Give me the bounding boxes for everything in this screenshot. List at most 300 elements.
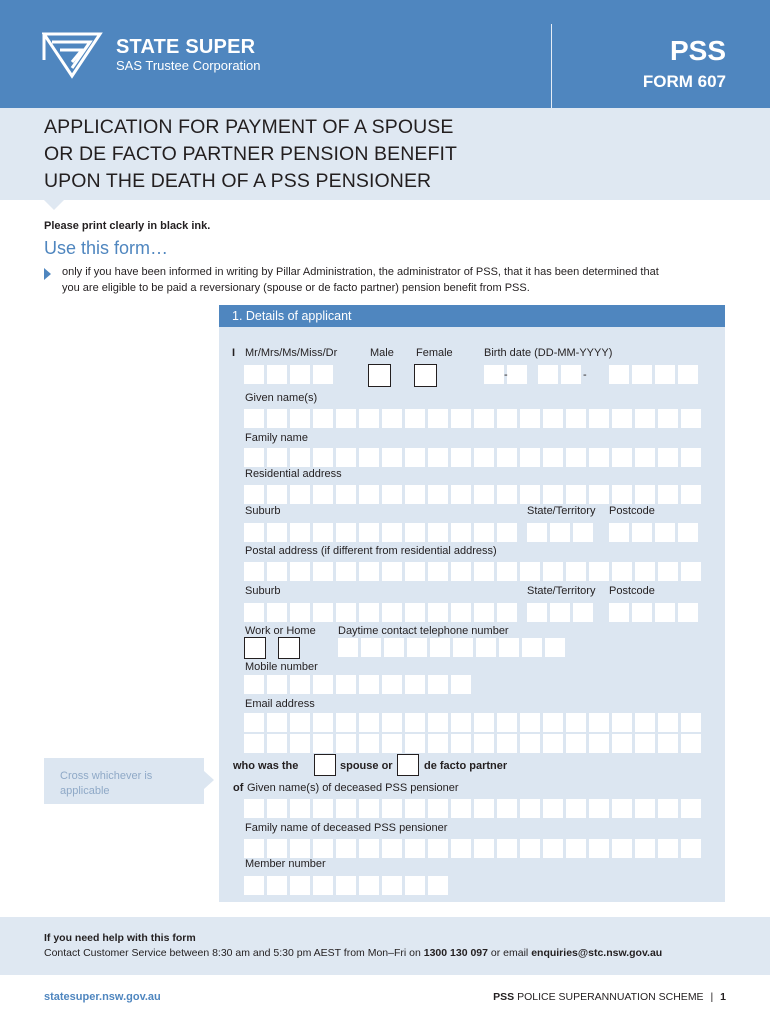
input-cell[interactable] (561, 365, 581, 384)
input-cell[interactable] (244, 876, 264, 895)
input-cell[interactable] (405, 713, 425, 732)
input-cell[interactable] (520, 713, 540, 732)
input-cell[interactable] (382, 839, 402, 858)
input-cell[interactable] (290, 675, 310, 694)
input-cell[interactable] (497, 713, 517, 732)
input-cell[interactable] (497, 562, 517, 581)
input-cell[interactable] (359, 485, 379, 504)
input-cell[interactable] (382, 523, 402, 542)
input-cell[interactable] (313, 448, 333, 467)
input-cell[interactable] (405, 839, 425, 858)
input-cell[interactable] (635, 562, 655, 581)
input-cell[interactable] (407, 638, 427, 657)
mobile-label: Mobile number (245, 661, 318, 673)
input-cell[interactable] (382, 799, 402, 818)
female-checkbox[interactable] (414, 364, 437, 387)
input-cell[interactable] (313, 799, 333, 818)
input-cell[interactable] (313, 876, 333, 895)
input-cell[interactable] (267, 485, 287, 504)
input-cell[interactable] (474, 523, 494, 542)
female-label: Female (416, 347, 453, 359)
of-label: of (233, 782, 244, 794)
input-cell[interactable] (476, 638, 496, 657)
input-cell[interactable] (474, 409, 494, 428)
input-cell[interactable] (359, 734, 379, 753)
input-cell[interactable] (405, 562, 425, 581)
input-cell[interactable] (313, 409, 333, 428)
footer-scheme (493, 991, 726, 1003)
input-cell[interactable] (359, 448, 379, 467)
input-cell[interactable] (313, 675, 333, 694)
family-name-label: Family name (245, 432, 308, 444)
de-facto-checkbox[interactable] (397, 754, 419, 776)
input-cell[interactable] (543, 734, 563, 753)
input-cell[interactable] (405, 734, 425, 753)
input-cell[interactable] (405, 448, 425, 467)
help-email-link[interactable]: enquiries@stc.nsw.gov.au (531, 947, 663, 959)
input-cell[interactable] (497, 839, 517, 858)
input-cell[interactable] (658, 713, 678, 732)
male-checkbox[interactable] (368, 364, 391, 387)
side-note-line-2: applicable (60, 785, 110, 797)
input-cell[interactable] (244, 734, 264, 753)
input-cell[interactable] (451, 799, 471, 818)
input-cell[interactable] (612, 485, 632, 504)
input-cell[interactable] (566, 799, 586, 818)
residential-address-label: Residential address (245, 468, 342, 480)
input-cell[interactable] (550, 523, 570, 542)
input-cell[interactable] (474, 713, 494, 732)
input-cell[interactable] (290, 448, 310, 467)
input-cell[interactable] (589, 562, 609, 581)
input-cell[interactable] (655, 523, 675, 542)
input-cell[interactable] (451, 523, 471, 542)
input-cell[interactable] (290, 562, 310, 581)
footer-scheme-code: PSS (493, 991, 515, 1003)
input-cell[interactable] (497, 734, 517, 753)
help-text-mid: or email (490, 947, 529, 959)
input-cell[interactable] (658, 485, 678, 504)
input-cell[interactable] (499, 638, 519, 657)
input-cell[interactable] (550, 603, 570, 622)
input-cell[interactable] (359, 675, 379, 694)
input-cell[interactable] (635, 799, 655, 818)
input-cell[interactable] (681, 799, 701, 818)
input-cell[interactable] (359, 876, 379, 895)
input-cell[interactable] (244, 523, 264, 542)
input-cell[interactable] (359, 603, 379, 622)
postcode-label: Postcode (609, 505, 655, 517)
work-home-label: Work or Home (245, 625, 316, 637)
input-cell[interactable] (678, 523, 698, 542)
input-cell[interactable] (573, 603, 593, 622)
input-cell[interactable] (543, 799, 563, 818)
input-cell[interactable] (589, 734, 609, 753)
input-cell[interactable] (632, 603, 652, 622)
given-names-label: Given name(s) (245, 392, 318, 404)
input-cell[interactable] (658, 839, 678, 858)
who-was-label: who was the (233, 760, 299, 772)
input-cell[interactable] (678, 603, 698, 622)
input-cell[interactable] (538, 365, 558, 384)
input-cell[interactable] (612, 448, 632, 467)
input-cell[interactable] (566, 562, 586, 581)
title-label: Mr/Mrs/Ms/Miss/Dr (245, 347, 338, 359)
input-cell[interactable] (545, 638, 565, 657)
form-title-line-1: APPLICATION FOR PAYMENT OF A SPOUSE (44, 116, 454, 138)
input-cell[interactable] (428, 876, 448, 895)
input-cell[interactable] (428, 839, 448, 858)
input-cell[interactable] (566, 734, 586, 753)
input-cell[interactable] (430, 638, 450, 657)
brand-subtitle: SAS Trustee Corporation (116, 58, 261, 73)
input-cell[interactable] (336, 409, 356, 428)
input-cell[interactable] (658, 562, 678, 581)
input-cell[interactable] (267, 839, 287, 858)
input-cell[interactable] (655, 603, 675, 622)
input-cell[interactable] (589, 409, 609, 428)
input-cell[interactable] (573, 523, 593, 542)
input-cell[interactable] (527, 603, 547, 622)
input-cell[interactable] (497, 448, 517, 467)
input-cell[interactable] (267, 409, 287, 428)
input-cell[interactable] (451, 675, 471, 694)
input-cell[interactable] (313, 603, 333, 622)
input-cell[interactable] (290, 485, 310, 504)
input-cell[interactable] (244, 603, 264, 622)
state-label: State/Territory (527, 585, 596, 597)
title-notch (44, 200, 64, 210)
input-cell[interactable] (290, 523, 310, 542)
input-cell[interactable] (451, 562, 471, 581)
section-title: 1. Details of applicant (232, 309, 352, 323)
input-cell[interactable] (336, 876, 356, 895)
input-cell[interactable] (655, 365, 675, 384)
spouse-checkbox[interactable] (314, 754, 336, 776)
input-cell[interactable] (267, 523, 287, 542)
input-cell[interactable] (290, 734, 310, 753)
input-cell[interactable] (428, 485, 448, 504)
input-cell[interactable] (428, 562, 448, 581)
form-title-line-3: UPON THE DEATH OF A PSS PENSIONER (44, 170, 432, 192)
input-cell[interactable] (313, 485, 333, 504)
input-cell[interactable] (474, 603, 494, 622)
input-cell[interactable] (484, 365, 504, 384)
input-cell[interactable] (497, 409, 517, 428)
input-cell[interactable] (522, 638, 542, 657)
input-cell[interactable] (520, 409, 540, 428)
help-band (0, 917, 770, 975)
input-cell[interactable] (244, 675, 264, 694)
input-cell[interactable] (520, 485, 540, 504)
suburb-label: Suburb (245, 585, 281, 597)
input-cell[interactable] (566, 713, 586, 732)
input-cell[interactable] (428, 799, 448, 818)
input-cell[interactable] (382, 675, 402, 694)
input-cell[interactable] (543, 562, 563, 581)
input-cell[interactable] (612, 409, 632, 428)
email-label: Email address (245, 698, 315, 710)
input-cell[interactable] (612, 713, 632, 732)
input-cell[interactable] (635, 448, 655, 467)
input-cell[interactable] (497, 485, 517, 504)
state-label: State/Territory (527, 505, 596, 517)
input-cell[interactable] (428, 603, 448, 622)
date-separator: - (504, 369, 508, 381)
input-cell[interactable] (678, 365, 698, 384)
input-cell[interactable] (338, 638, 358, 657)
input-cell[interactable] (635, 485, 655, 504)
help-phone: 1300 130 097 (423, 947, 488, 959)
input-cell[interactable] (497, 799, 517, 818)
input-cell[interactable] (290, 799, 310, 818)
input-cell[interactable] (359, 839, 379, 858)
input-cell[interactable] (428, 734, 448, 753)
side-note-line-1: Cross whichever is (60, 770, 153, 782)
help-text-prefix: Contact Customer Service between 8:30 am and 5:30 pm AEST from Mon–Fri on (44, 947, 421, 959)
home-checkbox[interactable] (278, 637, 300, 659)
input-cell[interactable] (405, 485, 425, 504)
input-cell[interactable] (589, 713, 609, 732)
input-cell[interactable] (359, 409, 379, 428)
eligibility-text-line-1: only if you have been informed in writing by Pillar Administration, the administrator of PSS, that it has been determined that (62, 266, 659, 278)
input-cell[interactable] (382, 409, 402, 428)
input-cell[interactable] (543, 713, 563, 732)
input-cell[interactable] (632, 523, 652, 542)
input-cell[interactable] (384, 638, 404, 657)
input-cell[interactable] (589, 839, 609, 858)
input-cell[interactable] (244, 365, 264, 384)
brand-name: STATE SUPER (116, 36, 256, 58)
spouse-or-label: spouse or (340, 760, 393, 772)
input-cell[interactable] (451, 448, 471, 467)
input-cell[interactable] (382, 562, 402, 581)
input-cell[interactable] (336, 839, 356, 858)
input-cell[interactable] (520, 734, 540, 753)
input-cell[interactable] (681, 448, 701, 467)
i-label: I (232, 347, 236, 359)
input-cell[interactable] (566, 448, 586, 467)
input-cell[interactable] (658, 799, 678, 818)
input-cell[interactable] (359, 523, 379, 542)
input-cell[interactable] (382, 713, 402, 732)
input-cell[interactable] (428, 675, 448, 694)
help-text (44, 947, 662, 959)
input-cell[interactable] (474, 562, 494, 581)
input-cell[interactable] (635, 409, 655, 428)
input-cell[interactable] (244, 562, 264, 581)
input-cell[interactable] (267, 603, 287, 622)
input-cell[interactable] (451, 603, 471, 622)
input-cell[interactable] (474, 839, 494, 858)
input-cell[interactable] (336, 448, 356, 467)
input-cell[interactable] (313, 713, 333, 732)
input-cell[interactable] (566, 409, 586, 428)
input-cell[interactable] (497, 523, 517, 542)
input-cell[interactable] (451, 734, 471, 753)
date-separator: - (583, 369, 587, 381)
input-cell[interactable] (267, 876, 287, 895)
input-cell[interactable] (543, 409, 563, 428)
input-cell[interactable] (507, 365, 527, 384)
input-cell[interactable] (244, 485, 264, 504)
input-cell[interactable] (474, 799, 494, 818)
input-cell[interactable] (382, 485, 402, 504)
footer-separator: | (710, 991, 714, 1003)
input-cell[interactable] (635, 734, 655, 753)
input-cell[interactable] (428, 448, 448, 467)
input-cell[interactable] (267, 675, 287, 694)
input-cell[interactable] (359, 562, 379, 581)
input-cell[interactable] (520, 562, 540, 581)
input-cell[interactable] (244, 839, 264, 858)
de-facto-label: de facto partner (424, 760, 508, 772)
input-cell[interactable] (612, 734, 632, 753)
input-cell[interactable] (428, 523, 448, 542)
input-cell[interactable] (336, 713, 356, 732)
input-cell[interactable] (451, 839, 471, 858)
input-cell[interactable] (612, 562, 632, 581)
help-title: If you need help with this form (44, 932, 196, 944)
input-cell[interactable] (566, 839, 586, 858)
member-number-label: Member number (245, 858, 326, 870)
input-cell[interactable] (405, 523, 425, 542)
input-cell[interactable] (681, 734, 701, 753)
input-cell[interactable] (244, 409, 264, 428)
input-cell[interactable] (336, 523, 356, 542)
suburb-label: Suburb (245, 505, 281, 517)
input-cell[interactable] (635, 713, 655, 732)
bullet-arrow-icon (44, 268, 51, 280)
input-cell[interactable] (382, 448, 402, 467)
input-cell[interactable] (681, 713, 701, 732)
input-cell[interactable] (267, 713, 287, 732)
input-cell[interactable] (405, 603, 425, 622)
input-cell[interactable] (589, 799, 609, 818)
input-cell[interactable] (609, 603, 629, 622)
header-divider (551, 24, 552, 108)
input-cell[interactable] (336, 562, 356, 581)
input-cell[interactable] (290, 876, 310, 895)
input-cell[interactable] (313, 365, 333, 384)
input-cell[interactable] (527, 523, 547, 542)
input-cell[interactable] (658, 409, 678, 428)
postcode-label: Postcode (609, 585, 655, 597)
input-cell[interactable] (658, 734, 678, 753)
input-cell[interactable] (612, 799, 632, 818)
input-cell[interactable] (543, 485, 563, 504)
input-cell[interactable] (336, 734, 356, 753)
phone-label: Daytime contact telephone number (338, 625, 509, 637)
postal-address-label: Postal address (if different from residential address) (245, 545, 497, 557)
input-cell[interactable] (451, 713, 471, 732)
input-cell[interactable] (609, 365, 629, 384)
input-cell[interactable] (474, 734, 494, 753)
input-cell[interactable] (290, 839, 310, 858)
input-cell[interactable] (497, 603, 517, 622)
input-cell[interactable] (681, 562, 701, 581)
input-cell[interactable] (520, 839, 540, 858)
input-cell[interactable] (336, 485, 356, 504)
input-cell[interactable] (405, 409, 425, 428)
input-cell[interactable] (520, 799, 540, 818)
deceased-given-names-label: Given name(s) of deceased PSS pensioner (247, 782, 459, 794)
input-cell[interactable] (313, 523, 333, 542)
input-cell[interactable] (451, 485, 471, 504)
deceased-family-name-label: Family name of deceased PSS pensioner (245, 822, 448, 834)
input-cell[interactable] (290, 409, 310, 428)
use-form-heading: Use this form… (44, 238, 169, 258)
input-cell[interactable] (267, 799, 287, 818)
input-cell[interactable] (474, 448, 494, 467)
input-cell[interactable] (361, 638, 381, 657)
input-cell[interactable] (520, 448, 540, 467)
input-cell[interactable] (658, 448, 678, 467)
input-cell[interactable] (382, 734, 402, 753)
input-cell[interactable] (244, 799, 264, 818)
input-cell[interactable] (267, 448, 287, 467)
input-cell[interactable] (589, 485, 609, 504)
input-cell[interactable] (267, 365, 287, 384)
footer-website-link[interactable]: statesuper.nsw.gov.au (44, 991, 161, 1003)
input-cell[interactable] (681, 839, 701, 858)
birth-date-label: Birth date (DD-MM-YYYY) (484, 347, 613, 359)
input-cell[interactable] (451, 409, 471, 428)
input-cell[interactable] (681, 409, 701, 428)
input-cell[interactable] (543, 448, 563, 467)
input-cell[interactable] (635, 839, 655, 858)
input-cell[interactable] (681, 485, 701, 504)
input-cell[interactable] (382, 603, 402, 622)
input-cell[interactable] (609, 523, 629, 542)
input-cell[interactable] (336, 603, 356, 622)
input-cell[interactable] (543, 839, 563, 858)
footer-page-number: 1 (720, 991, 726, 1003)
input-cell[interactable] (313, 839, 333, 858)
input-cell[interactable] (382, 876, 402, 895)
input-cell[interactable] (453, 638, 473, 657)
input-cell[interactable] (290, 603, 310, 622)
input-cell[interactable] (405, 799, 425, 818)
input-cell[interactable] (267, 562, 287, 581)
input-cell[interactable] (589, 448, 609, 467)
scheme-code: PSS (669, 35, 726, 66)
work-checkbox[interactable] (244, 637, 266, 659)
input-cell[interactable] (290, 713, 310, 732)
input-cell[interactable] (428, 713, 448, 732)
male-label: Male (370, 347, 394, 359)
input-cell[interactable] (405, 675, 425, 694)
input-cell[interactable] (267, 734, 287, 753)
input-cell[interactable] (566, 485, 586, 504)
input-cell[interactable] (474, 485, 494, 504)
form-title-line-2: OR DE FACTO PARTNER PENSION BENEFIT (44, 143, 458, 165)
input-cell[interactable] (405, 876, 425, 895)
input-cell[interactable] (428, 409, 448, 428)
input-cell[interactable] (313, 562, 333, 581)
input-cell[interactable] (290, 365, 310, 384)
input-cell[interactable] (336, 675, 356, 694)
input-cell[interactable] (313, 734, 333, 753)
input-cell[interactable] (612, 839, 632, 858)
input-cell[interactable] (244, 448, 264, 467)
input-cell[interactable] (244, 713, 264, 732)
eligibility-text-line-2: you are eligible to be paid a reversionary (spouse or de facto partner) pension benefit from PSS. (62, 282, 530, 294)
input-cell[interactable] (359, 713, 379, 732)
input-cell[interactable] (359, 799, 379, 818)
input-cell[interactable] (336, 799, 356, 818)
input-cell[interactable] (632, 365, 652, 384)
